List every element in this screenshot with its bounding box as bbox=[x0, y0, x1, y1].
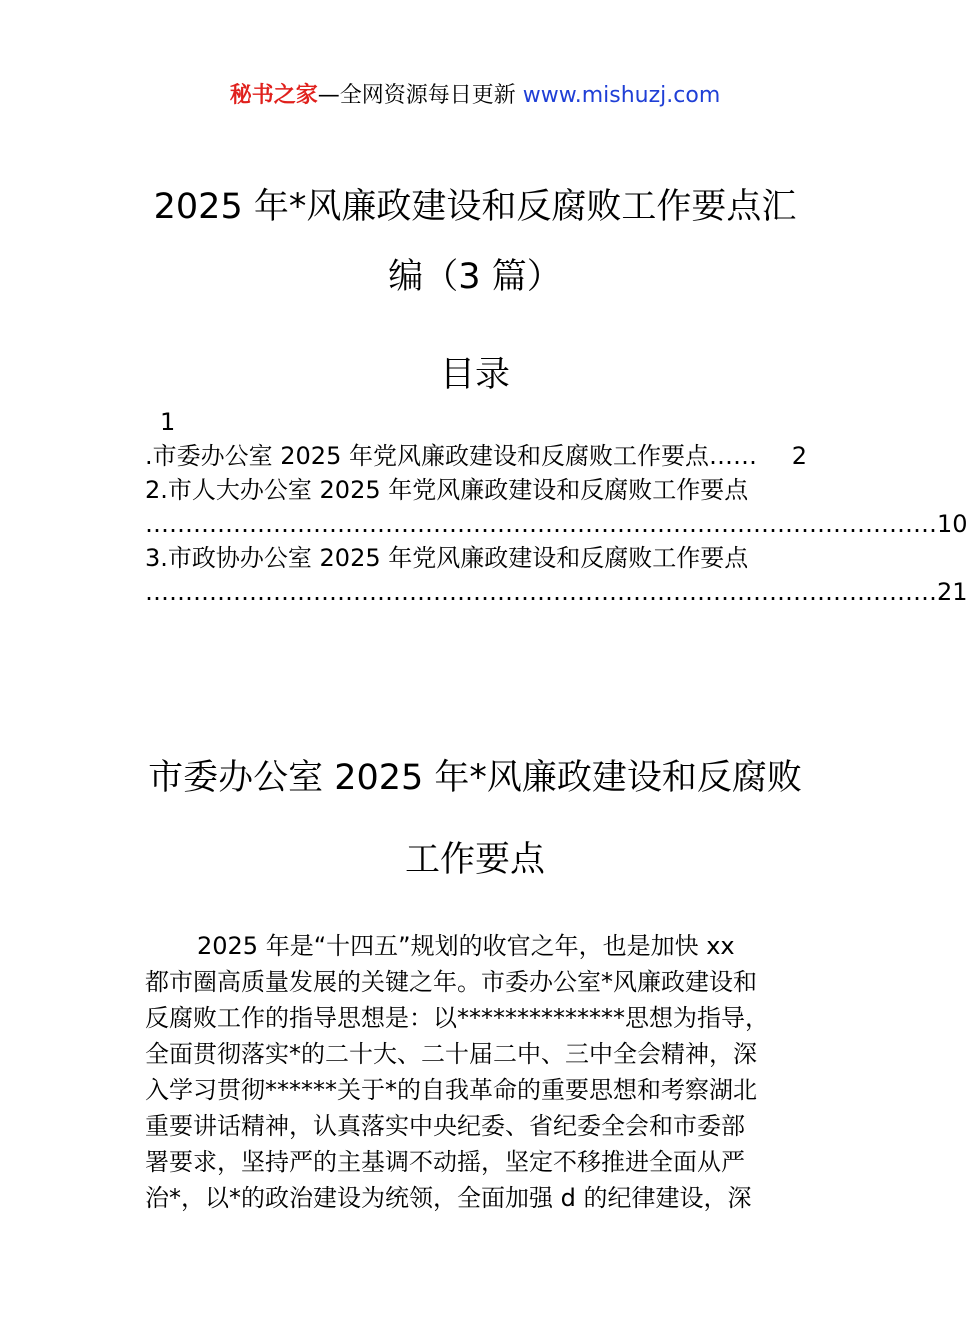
site-url[interactable]: www.mishuzj.com bbox=[522, 83, 721, 108]
toc-item-1-label: .市委办公室 2025 年党风廉政建设和反腐败工作要点 bbox=[145, 442, 709, 470]
body-paragraph bbox=[145, 928, 835, 1216]
body-line: 重要讲话精神，认真落实中央纪委、省纪委全会和市委部 bbox=[145, 1112, 745, 1140]
body-line: 反腐败工作的指导思想是：以**************思想为指导， bbox=[145, 1004, 769, 1032]
toc-item-2-label: 2.市人大办公室 2025 年党风廉政建设和反腐败工作要点 bbox=[145, 476, 749, 504]
toc-item-3-leader-line bbox=[145, 575, 968, 609]
header-tagline: —全网资源每日更新 bbox=[317, 83, 516, 108]
toc-item-2-leader-line bbox=[145, 507, 968, 541]
toc-item-3-page: 21 bbox=[937, 578, 968, 606]
document-title bbox=[145, 172, 805, 312]
section-title bbox=[145, 737, 805, 901]
body-line: 入学习贯彻******关于*的自我革命的重要思想和考察湖北 bbox=[145, 1076, 757, 1104]
body-line: 治*，以*的政治建设为统领，全面加强 d 的纪律建设，深 bbox=[145, 1184, 752, 1212]
body-line: 署要求，坚持严的主基调不动摇，坚定不移推进全面从严 bbox=[145, 1148, 745, 1176]
toc-item-1-leader: …… bbox=[708, 442, 757, 470]
toc-item-3-leader: ……………………………………………………………………………………… bbox=[145, 578, 937, 606]
table-of-contents bbox=[145, 405, 968, 609]
toc-heading: 目录 bbox=[439, 355, 510, 395]
toc-item-2-page: 10 bbox=[937, 510, 968, 538]
toc-item-3-label: 3.市政协办公室 2025 年党风廉政建设和反腐败工作要点 bbox=[145, 544, 749, 572]
toc-item-1-number: 1 bbox=[160, 408, 176, 436]
brand-name: 秘书之家 bbox=[229, 83, 318, 108]
site-header bbox=[0, 80, 950, 112]
section-title-line-1: 市委办公室 2025 年*风廉政建设和反腐败 bbox=[148, 758, 802, 798]
body-line: 都市圈高质量发展的关键之年。市委办公室*风廉政建设和 bbox=[145, 968, 757, 996]
toc-item-1[interactable] bbox=[145, 439, 807, 473]
toc-item-1-page: 2 bbox=[791, 442, 807, 470]
toc-item-2[interactable] bbox=[145, 473, 807, 507]
body-line: 2025 年是“十四五”规划的收官之年，也是加快 xx bbox=[197, 932, 735, 960]
section-title-line-2: 工作要点 bbox=[404, 840, 545, 880]
toc-item-3[interactable] bbox=[145, 541, 807, 575]
document-title-line-2: 编（3 篇） bbox=[388, 257, 562, 297]
document-title-line-1: 2025 年*风廉政建设和反腐败工作要点汇 bbox=[153, 187, 797, 227]
body-line: 全面贯彻落实*的二十大、二十届二中、三中全会精神，深 bbox=[145, 1040, 757, 1068]
toc-item-2-leader: ……………………………………………………………………………………… bbox=[145, 510, 937, 538]
